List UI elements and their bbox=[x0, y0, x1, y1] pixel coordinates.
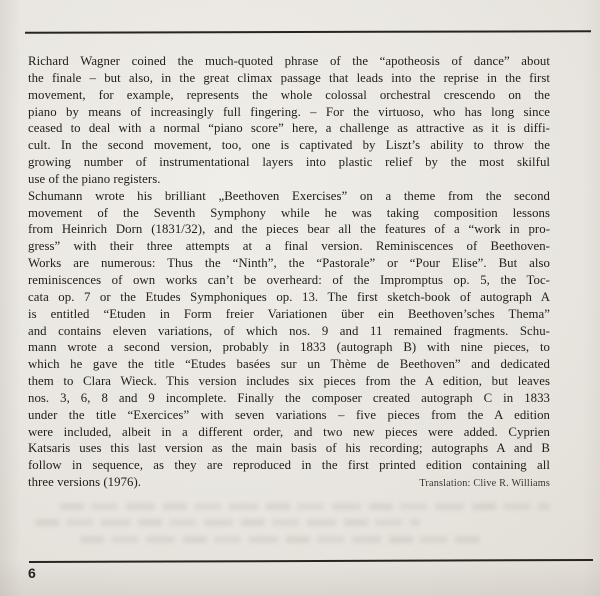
final-line-row bbox=[28, 474, 550, 491]
page-showthrough-line bbox=[80, 536, 480, 543]
page-number: 6 bbox=[28, 565, 36, 581]
top-rule bbox=[25, 30, 591, 33]
final-line-text: three versions (1976). bbox=[28, 475, 142, 490]
translation-credit: Translation: Clive R. Williams bbox=[419, 478, 550, 490]
text-line: mann wrote a second version, probably in 1833 (autograph B) with nine pieces, to bbox=[28, 340, 550, 355]
text-line: reminiscences of own works can’t be overheard: of the Impromptus op. 5, the Toc- bbox=[28, 272, 550, 287]
text-line: movement of the Seventh Symphony while he was taking composition lessons bbox=[28, 205, 550, 220]
paragraph bbox=[28, 188, 550, 491]
text-line: gress” with their three attempts at a final version. Reminiscences of Beethoven- bbox=[28, 239, 550, 254]
text-line: nos. 3, 6, 8 and 9 incomplete. Finally the composer created autograph C in 1833 bbox=[28, 390, 550, 405]
text-line: Schumann wrote his brilliant „Beethoven Exercises” on a theme from the second bbox=[28, 188, 550, 203]
bottom-rule bbox=[29, 559, 593, 563]
paragraph bbox=[28, 53, 550, 188]
text-line: the finale – but also, in the great climax passage that leads into the reprise in the first bbox=[28, 70, 550, 85]
text-line: is entitled “Etuden in Form freier Variationen über ein Beethoven’sches Thema” bbox=[28, 306, 550, 321]
text-line: use of the piano registers. bbox=[28, 171, 161, 186]
text-line: under the title “Exercices” with seven variations – five pieces from the A edition bbox=[28, 407, 550, 422]
text-line: Richard Wagner coined the much-quoted phrase of the “apotheosis of dance” about bbox=[28, 54, 550, 68]
text-line: follow in sequence, as they are reproduced in the first printed edition containing all bbox=[28, 458, 550, 473]
text-line: ceased to deal with a normal “piano score” here, a challenge as attractive as it is diffi- bbox=[28, 121, 550, 136]
text-line: and contains eleven variations, of which nos. 9 and 11 remained fragments. Schu- bbox=[28, 323, 550, 338]
page-showthrough-line bbox=[35, 519, 420, 526]
text-line: movement, for example, represents the whole colossal orchestral crescendo on the bbox=[28, 87, 550, 102]
body-text bbox=[28, 51, 550, 491]
page-showthrough-line bbox=[60, 503, 550, 510]
text-line: which he gave the title “Etudes basées sur un Thème de Beethoven” and dedicated bbox=[28, 357, 550, 372]
text-line: cata op. 7 or the Etudes Symphoniques op. 13. The first sketch-book of autograph A bbox=[28, 289, 550, 304]
text-line: growing number of instrumentational layers into plastic relief by the most skilful bbox=[28, 155, 550, 170]
text-line: them to Clara Wieck. This version includes six pieces from the A edition, but leaves bbox=[28, 374, 550, 389]
text-line: were included, albeit in a different order, and two new pieces were added. Cyprien bbox=[28, 424, 550, 439]
text-line: piano by means of increasingly full fingering. – For the virtuoso, who has long since bbox=[28, 104, 550, 119]
text-line: Katsaris uses this last version as the main basis of his recording; autographs A and B bbox=[28, 441, 550, 456]
text-line: cult. In the second movement, too, one is captivated by Liszt’s ability to throw the bbox=[28, 138, 550, 153]
text-line: Works are numerous: Thus the “Ninth”, the “Pastorale” or “Pour Elise”. But also bbox=[28, 256, 550, 271]
text-line: from Heinrich Dorn (1831/32), and the pieces bear all the features of a “work in pro- bbox=[28, 222, 550, 237]
